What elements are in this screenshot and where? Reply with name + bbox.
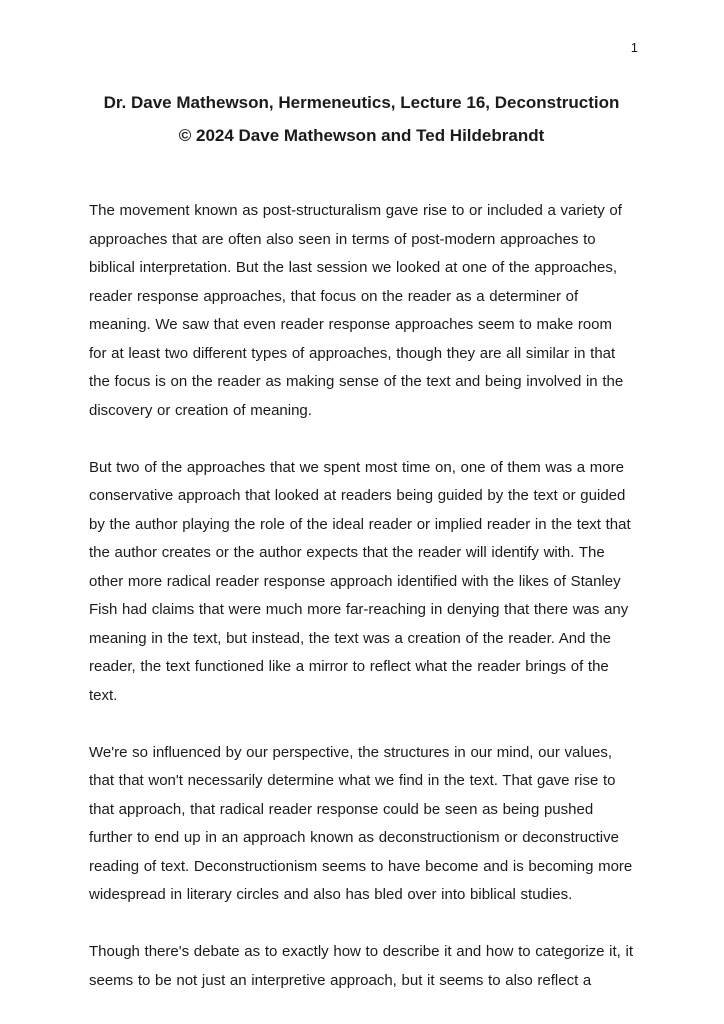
copyright-line: © 2024 Dave Mathewson and Ted Hildebrandt — [178, 126, 545, 145]
document-body — [89, 197, 634, 995]
body-paragraph-3: We're so influenced by our perspective, the structures in our mind, our values, that that won't necessarily determine what we find in the text. That gave rise to that approach, that radical reader response could be seen as being pushed further to end up in an approach known as deconstructionism or deconstructive reading of text. Deconstructionism seems to have become and is becoming more widespread in literary circles and also has bled over into biblical studies. — [89, 743, 633, 903]
title-block — [89, 86, 634, 152]
page-number: 1 — [630, 40, 638, 55]
document-title: Dr. Dave Mathewson, Hermeneutics, Lecture 16, Deconstruction — [103, 93, 620, 112]
body-paragraph-4: Though there's debate as to exactly how to describe it and how to categorize it, it seems to be not just an interpretive approach, but it seems to also reflect a — [89, 943, 634, 989]
body-paragraph-1: The movement known as post-structuralism gave rise to or included a variety of approaches that are often also seen in terms of post-modern approaches to biblical interpretation. But the last session we looked at one of the approaches, reader response approaches, that focus on the reader as a determiner of meaning. We saw that even reader response approaches seem to make room for at least two different types of approaches, though they are all similar in that the focus is on the reader as making sense of the text and being involved in the discovery or creation of meaning. — [89, 202, 624, 419]
body-paragraph-2: But two of the approaches that we spent most time on, one of them was a more conservative approach that looked at readers being guided by the text or guided by the author playing the role of the ideal reader or implied reader in the text that the author creates or the author expects that the reader will identify with. The other more radical reader response approach identified with the likes of Stanley Fish had claims that were much more far-reaching in denying that there was any meaning in the text, but instead, the text was a creation of the reader. And the reader, the text functioned like a mirror to reflect what the reader brings of the text. — [89, 458, 631, 704]
